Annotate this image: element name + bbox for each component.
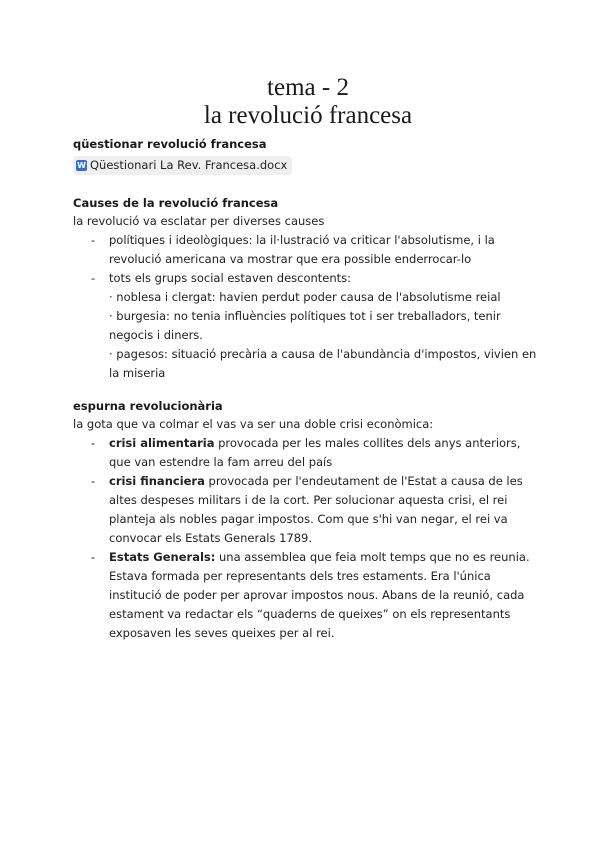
list-item (91, 434, 543, 472)
item-description: provocada per les males collites dels anys anteriors, que van estendre la fam arreu del país (109, 436, 521, 469)
list-item (91, 231, 543, 269)
page-title (73, 74, 543, 130)
espurna-list (73, 434, 543, 643)
causes-section (73, 195, 543, 383)
title-line-2: la revolució francesa (203, 102, 413, 129)
document-page (73, 74, 543, 643)
item-bold-term: crisi alimentaria (109, 436, 215, 450)
item-bold-term: Estats Generals: (109, 550, 216, 564)
attachment-docx[interactable] (73, 156, 292, 175)
item-description: provocada per l'endeutament de l'Estat a causa de les altes despeses militars i de la cort. Per solucionar aquesta crisi, el rei planteja als nobles pagar impostos. Com que s'hi van negar, el rei va convocar els Estats Generals 1789. (109, 474, 523, 545)
causes-list (73, 231, 543, 383)
cause-item-text: polítiques i ideològiques: la il·lustració va criticar l'absolutisme, i la revolució americana va mostrar que era possible enderrocar-lo (109, 233, 495, 266)
list-item (91, 269, 543, 383)
subitem-noblesa: · noblesa i clergat: havien perdut poder causa de l'absolutisme reial (109, 290, 501, 304)
subitem-burgesia: · burgesia: no tenia influències polítiques tot i ser treballadors, tenir negocis i diners. (109, 309, 501, 342)
espurna-section (73, 398, 543, 643)
subitem-pagesos: · pagesos: situació precària a causa de l'abundància d'impostos, vivien en la miseria (109, 347, 537, 380)
list-item (91, 472, 543, 548)
title-line-1: tema - 2 (267, 74, 349, 101)
questionar-heading: qüestionar revolució francesa (73, 137, 267, 151)
attachment-name: Qüestionari La Rev. Francesa.docx (90, 158, 288, 172)
list-item (91, 548, 543, 643)
causes-heading: Causes de la revolució francesa (73, 196, 279, 210)
questionar-section (73, 136, 543, 175)
causes-intro: la revolució va esclatar per diverses causes (73, 214, 325, 228)
item-bold-term: crisi financiera (109, 474, 205, 488)
espurna-heading: espurna revolucionària (73, 399, 223, 413)
item-description: una assemblea que feia molt temps que no es reunia. Estava formada per representants dels tres estaments. Era l'única institució de poder per aprovar impostos nous. Abans de la reunió, cada estament va redactar els “quaderns de queixes” on els representants exposaven les seves queixes per al rei. (109, 550, 530, 640)
word-icon: W (77, 161, 86, 170)
cause-item-text: tots els grups social estaven descontents: (109, 271, 352, 285)
espurna-intro: la gota que va colmar el vas va ser una doble crisi econòmica: (73, 417, 434, 431)
